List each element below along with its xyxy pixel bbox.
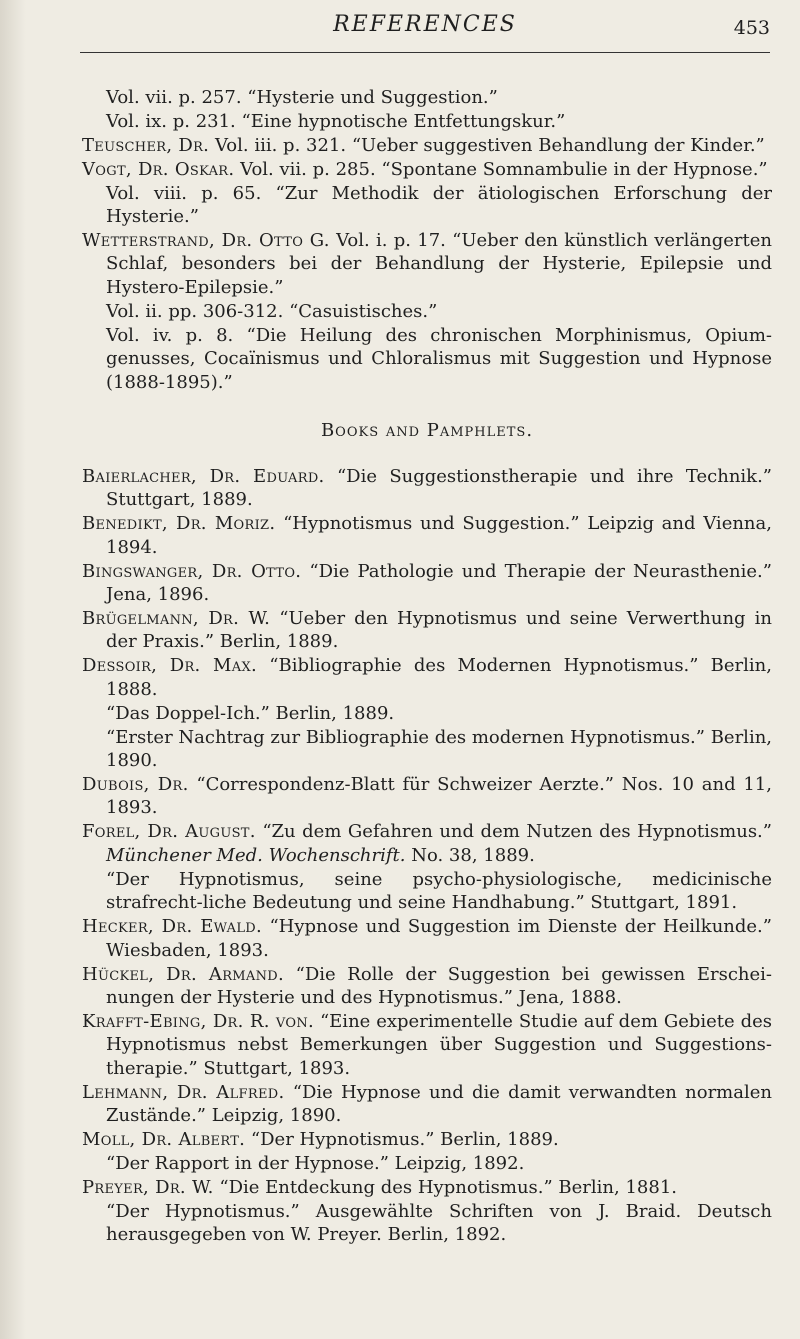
reference-text: “Der Hypnotismus, seine psycho-physiologische, medicinische strafrecht-liche Bedeutung und seine Handhabung.” Stuttgart, 1891. <box>106 868 772 914</box>
reference-text: “Die Pathologie und Therapie der Neurasthenie.” Jena, 1896. <box>106 560 772 606</box>
reference-text: “Die Entdeckung des Hypnotismus.” Berlin, 1881. <box>219 1176 677 1198</box>
reference-entry <box>82 182 772 229</box>
reference-text: “Hypnotismus und Suggestion.” Leipzig and Vienna, 1894. <box>106 513 772 558</box>
book-entries <box>82 465 772 1247</box>
reference-text: Vol. ii. pp. 306-312. “Casuistisches.” <box>106 300 438 322</box>
reference-text: Vol. iv. p. 8. “Die Heilung des chronischen Morphinismus, Opium-genusses, Cocaïnismus und Chloralismus mit Suggestion und Hypnose (1888-1895).” <box>106 324 772 393</box>
reference-text: “Ueber den Hypnotismus und seine Verwerthung in der Praxis.” Berlin, 1889. <box>106 607 772 653</box>
reference-entry <box>82 1176 772 1200</box>
reference-author: Bingswanger, Dr. Otto. <box>82 560 302 582</box>
reference-entry <box>82 773 772 820</box>
reference-author: Benedikt, Dr. Moriz. <box>82 513 276 535</box>
reference-entry <box>82 820 772 867</box>
reference-entry <box>82 1152 772 1176</box>
reference-author: Forel, Dr. August. <box>82 821 256 843</box>
reference-text: “Bibliographie des Modernen Hypnotismus.” Berlin, 1888. <box>106 655 772 700</box>
running-title: REFERENCES <box>333 12 517 37</box>
reference-text: “Zu dem Gefahren und dem Nutzen des Hypnotismus.” <box>262 821 772 843</box>
reference-entry <box>82 1010 772 1081</box>
reference-text: Vol. viii. p. 65. “Zur Methodik der ätiologischen Erforschung der Hysterie.” <box>106 182 772 228</box>
reference-entry <box>82 868 772 915</box>
reference-author: Hecker, Dr. Ewald. <box>82 916 263 938</box>
page-number: 453 <box>733 17 770 39</box>
reference-author: Wetterstrand, Dr. Otto G. <box>82 229 330 251</box>
reference-entry <box>82 86 772 110</box>
reference-text: “Eine experimentelle Studie auf dem Gebiete des Hypnotismus nebst Bemerkungen über Suggestion und Suggestions-therapie.” Stuttgart, 1893. <box>106 1010 772 1079</box>
reference-entry <box>82 512 772 559</box>
reference-entry <box>82 607 772 654</box>
reference-text: Vol. iii. p. 321. “Ueber suggestiven Behandlung der Kinder.” <box>214 134 765 156</box>
reference-entry <box>82 300 772 324</box>
reference-author: Krafft-Ebing, Dr. R. von. <box>82 1010 315 1032</box>
reference-entry <box>82 134 772 158</box>
reference-entry <box>82 1128 772 1152</box>
reference-entry <box>82 726 772 773</box>
page-header <box>80 4 770 68</box>
reference-author: Dessoir, Dr. Max. <box>82 655 258 677</box>
reference-author: Dubois, Dr. <box>82 773 189 795</box>
reference-author: Lehmann, Dr. Alfred. <box>82 1081 285 1103</box>
reference-text: Vol. ix. p. 231. “Eine hypnotische Entfettungskur.” <box>106 110 566 132</box>
reference-text: “Hypnose und Suggestion im Dienste der Heilkunde.” Wiesbaden, 1893. <box>106 916 772 961</box>
page-edge-shadow <box>0 0 26 1339</box>
reference-text: “Der Hypnotismus.” Ausgewählte Schriften von J. Braid. Deutsch herausgegeben von W. Preyer. Berlin, 1892. <box>106 1200 772 1246</box>
reference-text: “Der Rapport in der Hypnose.” Leipzig, 1892. <box>106 1153 525 1175</box>
reference-entry <box>82 963 772 1010</box>
reference-text: Vol. vii. p. 285. “Spontane Somnambulie in der Hypnose.” <box>240 158 768 180</box>
reference-text: “Correspondenz-Blatt für Schweizer Aerzte.” Nos. 10 and 11, 1893. <box>106 773 772 819</box>
reference-author: Preyer, Dr. W. <box>82 1176 214 1198</box>
reference-entry <box>82 560 772 607</box>
reference-entry <box>82 654 772 701</box>
reference-entry <box>82 158 772 182</box>
reference-author: Hückel, Dr. Armand. <box>82 963 285 985</box>
references-content <box>82 86 772 1247</box>
reference-text: “Der Hypnotismus.” Berlin, 1889. <box>250 1129 559 1151</box>
reference-author: Baierlacher, Dr. Eduard. <box>82 465 325 487</box>
reference-entry <box>82 915 772 962</box>
reference-text: “Die Suggestionstherapie und ihre Technik.” Stuttgart, 1889. <box>106 465 773 511</box>
reference-author: Brügelmann, Dr. W. <box>82 607 271 629</box>
journal-entries <box>82 86 772 394</box>
reference-entry <box>82 1081 772 1128</box>
reference-text: “Die Rolle der Suggestion bei gewissen Erschei-nungen der Hysterie und des Hypnotismus.” Jena, 1888. <box>106 963 773 1009</box>
reference-entry <box>82 110 772 134</box>
section-heading: Books and Pamphlets. <box>320 420 534 442</box>
reference-journal-title: Münchener Med. Wochenschrift. <box>106 844 406 866</box>
reference-entry <box>82 324 772 395</box>
reference-author: Moll, Dr. Albert. <box>82 1129 246 1151</box>
reference-entry <box>82 229 772 300</box>
reference-text: Vol. i. p. 17. “Ueber den künstlich verlängerten Schlaf, besonders bei der Behandlung der Hysterie, Epilepsie und Hystero-Epilepsie.” <box>106 229 772 298</box>
reference-entry <box>82 702 772 726</box>
reference-entry <box>82 465 772 512</box>
reference-text: “Das Doppel-Ich.” Berlin, 1889. <box>106 702 395 724</box>
reference-text: “Die Hypnose und die damit verwandten normalen Zustände.” Leipzig, 1890. <box>106 1081 772 1127</box>
reference-text: Vol. vii. p. 257. “Hysterie und Suggestion.” <box>106 87 498 108</box>
header-rule <box>80 52 770 53</box>
reference-entry <box>82 1200 772 1247</box>
reference-author: Vogt, Dr. Oskar. <box>82 158 235 180</box>
reference-text: “Erster Nachtrag zur Bibliographie des modernen Hypnotismus.” Berlin, 1890. <box>106 726 773 772</box>
reference-details: No. 38, 1889. <box>405 844 535 866</box>
reference-author: Teuscher, Dr. <box>82 134 210 156</box>
